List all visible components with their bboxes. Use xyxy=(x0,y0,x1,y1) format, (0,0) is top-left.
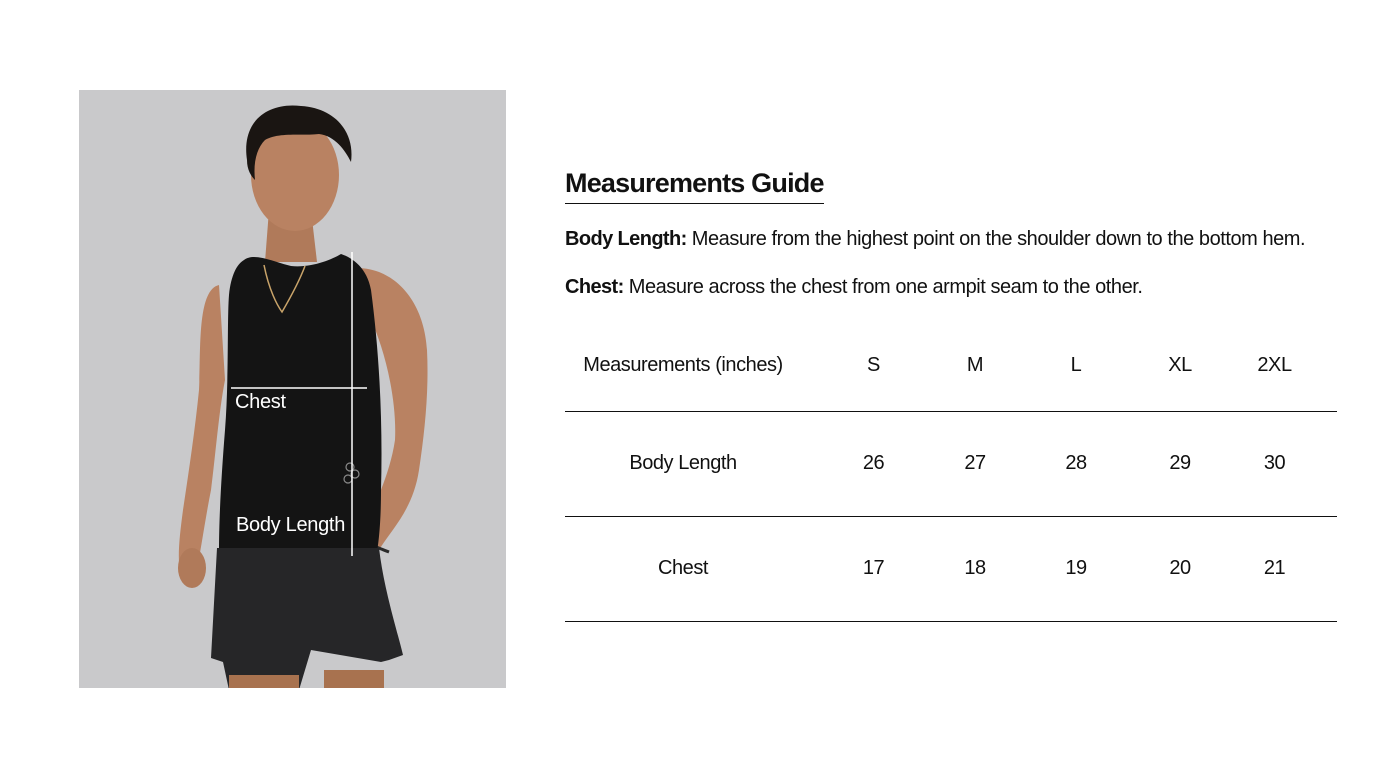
table-cell: 27 xyxy=(964,452,986,474)
header-measurements: Measurements (inches) xyxy=(583,353,783,376)
row-label: Body Length xyxy=(629,452,737,474)
table-cell: 30 xyxy=(1263,452,1286,474)
header-size-2xl: 2XL xyxy=(1257,353,1292,376)
header-size-s: S xyxy=(867,353,880,376)
body-length-text: Measure from the highest point on the shoulder down to the bottom hem. xyxy=(691,228,1306,250)
measurements-guide xyxy=(565,165,1337,300)
table-cell: 21 xyxy=(1263,557,1286,579)
size-table xyxy=(565,320,1337,622)
chest-description xyxy=(565,274,1337,300)
table-cell: 18 xyxy=(964,557,986,579)
table-cell: 17 xyxy=(862,557,885,579)
header-size-m: M xyxy=(966,353,984,376)
table-header-row xyxy=(565,320,1337,411)
header-size-l: L xyxy=(1070,353,1082,376)
table-cell: 20 xyxy=(1169,557,1191,579)
table-cell: 29 xyxy=(1169,452,1191,474)
row-label: Chest xyxy=(658,557,708,579)
body-length-term: Body Length: xyxy=(565,228,687,250)
model-photo xyxy=(79,90,506,688)
guide-title: Measurements Guide xyxy=(565,165,824,204)
table-cell: 28 xyxy=(1065,452,1087,474)
table-row-chest xyxy=(565,516,1337,621)
table-cell: 26 xyxy=(862,452,885,474)
table-row-body-length xyxy=(565,411,1337,516)
model-illustration xyxy=(79,90,506,688)
body-length-description xyxy=(565,226,1337,252)
chest-label: Chest xyxy=(235,391,286,413)
header-size-xl: XL xyxy=(1168,353,1192,376)
chest-term: Chest: xyxy=(565,276,624,298)
table-cell: 19 xyxy=(1065,557,1087,579)
chest-text: Measure across the chest from one armpit seam to the other. xyxy=(628,276,1143,298)
body-length-label: Body Length xyxy=(236,514,346,536)
